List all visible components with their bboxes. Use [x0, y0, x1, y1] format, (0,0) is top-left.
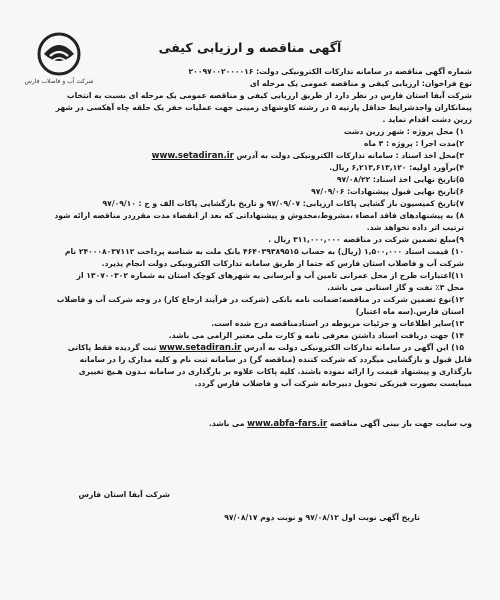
item-8-cont: ترتیب اثر داده نخواهد شد.	[366, 223, 464, 232]
item-7: ۷)تاریخ کمیسیون باز گشایی پاکات ارزیابی: ۹۷/۰۹/۰۷ و تاریخ بازگشایی پاکات الف و ج : ۹۷/۰۹/۱۰	[102, 199, 464, 208]
item-15-cont-1: قابل قبول و بازگشایی میگردد که شرکت کننده (مناقصه گر) در سامانه ثبت نام و کلیه مدارک را در سامانه	[79, 355, 472, 364]
item-15	[50, 342, 472, 354]
item-6: ۶)تاریخ نهایی قبول پیشنهادات: ۹۷/۰۹/۰۶	[311, 187, 464, 196]
website-text-b: می باشد.	[208, 419, 245, 428]
item-10-cont: شرکت آب و فاضلاب استان فارس که حتما از طریق سامانه تدارکات الکترونیکی دولت انجام پذیرد.	[101, 259, 464, 268]
item-15-text-a: ۱۵) این آگهی در سامانه تدارکات الکترونیکی دولت به آدرس	[243, 343, 464, 352]
footer-company: شرکت آبفا استان فارس	[78, 490, 170, 499]
item-10: ۱۰) قیمت اسناد ۱,۵۰۰,۰۰۰ (ریال) به حساب ۴۶۴۰۳۹۳۸۹۵۱۵ بانک ملت به شناسه پرداخت ۲۴۰۰۰۸۰۳۷۱۱۲ نام	[64, 247, 464, 256]
item-1: ۱) محل پروژه : شهر زرین دشت	[343, 127, 464, 136]
item-9: ۹)مبلغ تضمین شرکت در مناقصه ۳۱۱,۰۰۰,۰۰۰ ریال .	[268, 235, 464, 244]
item-15-cont-2: بارگذاری و پیشنهاد قیمت را ارائه نموده باشند. کلیه پاکات علاوه بر بارگذاری در سامانه بـدون هـیچ تغییری	[78, 367, 472, 376]
setadiran-link[interactable]: www.setadiran.ir	[151, 151, 234, 161]
notice-body	[50, 66, 472, 430]
item-2: ۲)مدت اجرا : پروژه : ۳ ماه	[363, 139, 464, 148]
item-8: ۸) به پیشنهادهای فاقد امضاء ،مشروط،مخدوش و پیشنهاداتی که بعد از انقضاء مدت مقرردر مناقصه ارائه شود	[54, 211, 464, 220]
item-3-text: ۳)محل اخذ اسناد : سامانه تدارکات الکترونیکی دولت به آدرس	[236, 151, 464, 160]
abfa-fars-link[interactable]: www.abfa-fars.ir	[247, 419, 328, 429]
item-4: ۴)برآورد اولیه: ۶,۲۱۳,۶۱۳,۱۲۰ ریال.	[329, 163, 464, 172]
setadiran-link-2[interactable]: www.setadiran.ir	[159, 343, 242, 353]
item-11: ۱۱)اعتبارات طرح از محل عمرانی تامین آب و آبرسانی به شهرهای کوچک استان به شماره ۱۳۰۷۰۰۳۰۲ از	[76, 271, 464, 280]
logo-caption: شرکت آب و فاضلاب فارس	[24, 78, 94, 85]
item-15-text-b: ثبت گردیده فقط پاکاتی	[67, 343, 157, 352]
footer-dates: تاریخ آگهی نوبت اول ۹۷/۰۸/۱۲ و نوبت دوم ۹۷/۰۸/۱۷	[224, 513, 420, 522]
item-15-cont-3: میبایست بصورت فیزیکی تحویل دبیرخانه شرکت آب و فاضلاب فارس گردد.	[194, 379, 472, 388]
intro-line-1: شرکت آبفا استان فارس در نظر دارد از طریق ارزیابی کیفی و مناقصه عمومی یک مرحله ای نسبت به انتخاب	[67, 91, 472, 100]
item-3	[50, 150, 472, 162]
intro-line-3: زرین دشت اقدام نماید .	[382, 115, 472, 124]
item-12: ۱۲)نوع تضمین شرکت در مناقصه:ضمانت نامه بانکی (شرکت در فرآیند ارجاع کار) در وجه شرکت آب و فاضلاب	[56, 295, 464, 304]
item-11-cont: محل ۳٪ نفت و گاز استانی می باشد.	[327, 283, 464, 292]
tender-number-line: شماره آگهی مناقصه در سامانه تدارکات الکترونیکی دولت: ۲۰۰۹۷۰۰۲۰۰۰۰۱۶	[188, 67, 472, 76]
website-line	[50, 418, 472, 430]
notice-title: آگهی مناقصه و ارزیابی کیفی	[158, 40, 342, 55]
call-type-line: نوع فراخوان: ارزیابی کیفی و مناقصه عمومی یک مرحله ای	[249, 79, 472, 88]
item-14: ۱۴) جهت دریافت اسناد داشتن معرفی نامه و کارت ملی معتبر الزامی می باشد.	[168, 331, 464, 340]
item-13: ۱۳)سایر اطلاعات و جزئیات مربوطه در اسنادمناقصه درج شده است.	[211, 319, 464, 328]
item-12-cont: استان فارس.(سه ماه اعتبار)	[355, 307, 464, 316]
item-5: ۵)تاریخ نهایی اخذ اسناد: ۹۷/۰۸/۲۲	[336, 175, 464, 184]
intro-line-2: پیمانکاران واجدشرایط حداقل پارتیه ۵ در رشته کاوشهای زمینی جهت عملیات حفر یک حلقه چاه آهکسی در شهر	[55, 103, 472, 112]
website-text-a: وب سایت جهت باز بینی آگهی مناقصه	[329, 419, 472, 428]
